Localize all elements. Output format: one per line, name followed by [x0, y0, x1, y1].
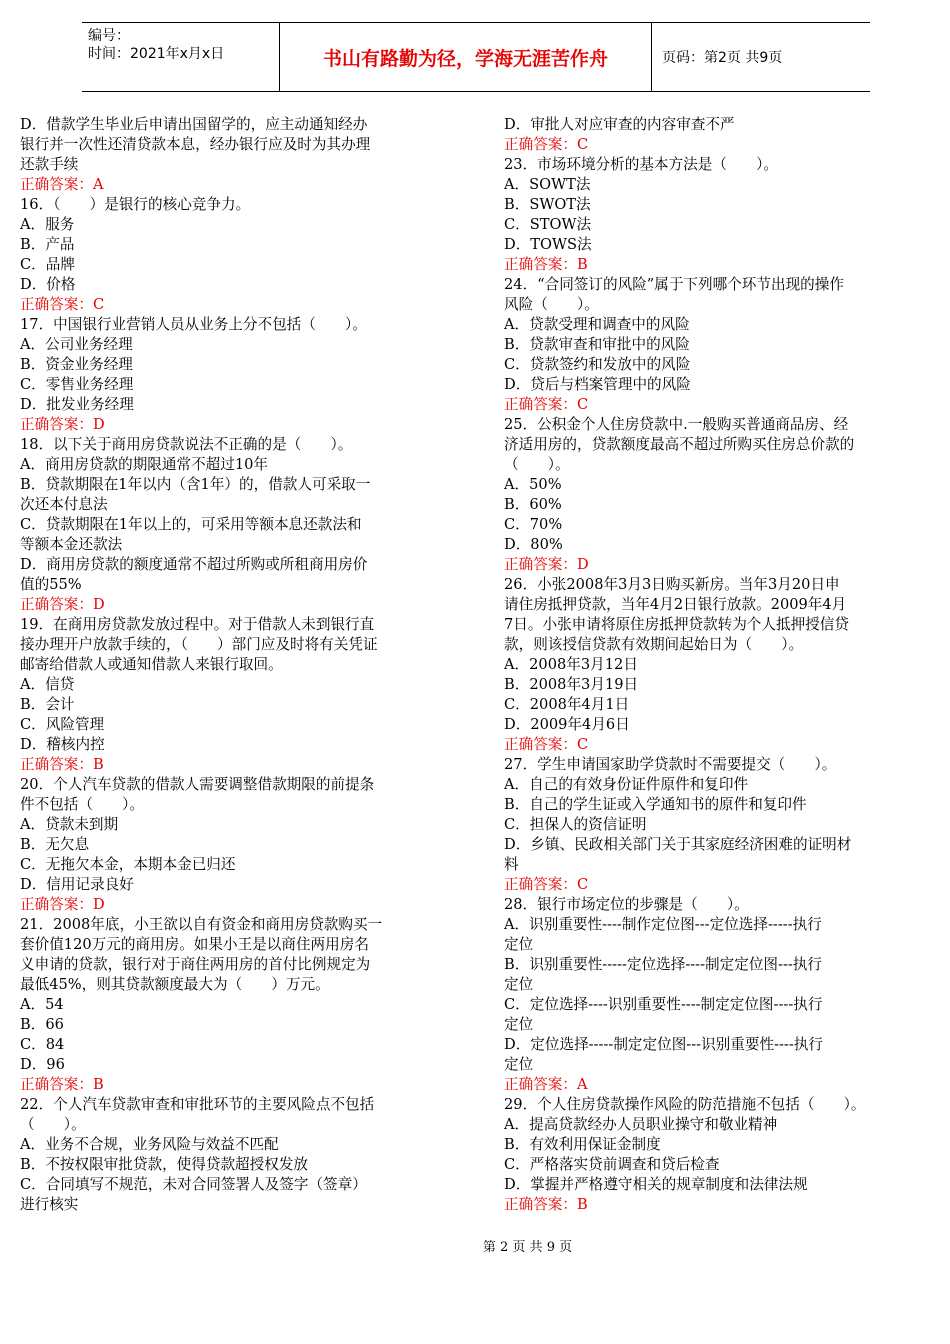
question-line: D．审批人对应审查的内容审查不严 — [504, 116, 735, 133]
question-line: C．84 — [20, 1036, 65, 1053]
page-footer — [0, 1236, 950, 1255]
question-line: D．掌握并严格遵守相关的规章制度和法律法规 — [504, 1176, 808, 1193]
question-line: C．贷款签约和发放中的风险 — [504, 356, 691, 373]
question-line: B．66 — [20, 1016, 64, 1033]
question-line: 22．个人汽车贷款审查和审批环节的主要风险点不包括 — [20, 1096, 375, 1113]
answer-line: 正确答案：C — [504, 736, 589, 753]
answer-line: 正确答案：D — [504, 556, 589, 573]
question-line: 21．2008年底，小王欲以自有资金和商用房贷款购买一 — [20, 916, 383, 933]
question-line: D．商用房贷款的额度通常不超过所购或所租商用房价 — [20, 556, 368, 573]
question-line: 16．（ ）是银行的核心竞争力。 — [20, 196, 251, 213]
question-line: C．定位选择----识别重要性----制定定位图----执行 — [504, 996, 823, 1013]
question-line: D．80% — [504, 536, 563, 553]
question-line: 银行并一次性还清贷款本息，经办银行应及时为其办理 — [20, 136, 371, 153]
question-line: （ ）。 — [20, 1116, 86, 1133]
question-line: A．商用房贷款的期限通常不超过10年 — [20, 456, 269, 473]
document-number-label: 编号： — [88, 28, 130, 44]
question-line: D．批发业务经理 — [20, 396, 134, 413]
question-line: C．STOW法 — [504, 216, 592, 233]
document-time-label: 时间：2021年x月x日 — [88, 46, 225, 62]
question-line: 18．以下关于商用房贷款说法不正确的是（ ）。 — [20, 436, 353, 453]
question-line: 次还本付息法 — [20, 496, 108, 513]
question-line: 17．中国银行业营销人员从业务上分不包括（ ）。 — [20, 316, 367, 333]
question-line: 请住房抵押贷款，当年4月2日银行放款。2009年4月 — [504, 596, 847, 613]
question-line: B．会计 — [20, 696, 75, 713]
question-line: B．60% — [504, 496, 562, 513]
question-line: 邮寄给借款人或通知借款人来银行取回。 — [20, 656, 283, 673]
question-line: A．贷款受理和调查中的风险 — [504, 316, 690, 333]
question-line: 定位 — [504, 936, 534, 953]
question-line: D．TOWS法 — [504, 236, 592, 253]
question-line: 等额本金还款法 — [20, 536, 123, 553]
question-line: D．贷后与档案管理中的风险 — [504, 376, 691, 393]
answer-line: 正确答案：C — [504, 396, 589, 413]
question-line: D．信用记录良好 — [20, 876, 134, 893]
question-line: B．资金业务经理 — [20, 356, 133, 373]
question-line: 定位 — [504, 1056, 534, 1073]
question-line: B．产品 — [20, 236, 75, 253]
question-line: C．贷款期限在1年以上的，可采用等额本息还款法和 — [20, 516, 362, 533]
question-line: 25．公积金个人住房贷款中.一般购买普通商品房、经 — [504, 416, 849, 433]
question-line: 26．小张2008年3月3日购买新房。当年3月20日申 — [504, 576, 840, 593]
question-line: A．服务 — [20, 216, 75, 233]
question-line: C．担保人的资信证明 — [504, 816, 647, 833]
question-line: A．信贷 — [20, 676, 75, 693]
question-line: A．SOWT法 — [504, 176, 591, 193]
question-line: 风险（ ）。 — [504, 296, 599, 313]
page-header — [82, 22, 870, 92]
answer-line: 正确答案：C — [20, 296, 105, 313]
question-line: A．识别重要性----制作定位图---定位选择-----执行 — [504, 916, 822, 933]
question-line: C．零售业务经理 — [20, 376, 134, 393]
question-line: C．品牌 — [20, 256, 75, 273]
question-line: B．不按权限审批贷款，使得贷款超授权发放 — [20, 1156, 309, 1173]
question-line: 19．在商用房贷款发放过程中。对于借款人未到银行直 — [20, 616, 375, 633]
question-line: 进行核实 — [20, 1196, 79, 1213]
right-column — [504, 115, 929, 1215]
question-line: 款，则该授信贷款有效期间起始日为（ ）。 — [504, 636, 804, 653]
answer-line: 正确答案：B — [504, 1196, 588, 1213]
question-line: 24．“合同签订的风险”属于下列哪个环节出现的操作 — [504, 276, 844, 293]
answer-line: 正确答案：D — [20, 896, 105, 913]
question-line: A．自己的有效身份证件原件和复印件 — [504, 776, 749, 793]
question-line: B．贷款期限在1年以内（含1年）的，借款人可采取一 — [20, 476, 371, 493]
question-line: 还款手续 — [20, 156, 79, 173]
question-line: D．定位选择-----制定定位图---识别重要性----执行 — [504, 1036, 823, 1053]
question-line: A．提高贷款经办人员职业操守和敬业精神 — [504, 1116, 778, 1133]
answer-line: 正确答案：B — [20, 756, 104, 773]
question-line: 接办理开户放款手续的，（ ）部门应及时将有关凭证 — [20, 636, 378, 653]
question-line: 济适用房的，贷款额度最高不超过所购买住房总价款的 — [504, 436, 855, 453]
question-line: D．借款学生毕业后申请出国留学的，应主动通知经办 — [20, 116, 368, 133]
question-line: 件不包括（ ）。 — [20, 796, 145, 813]
question-line: B．2008年3月19日 — [504, 676, 639, 693]
question-line: 23．市场环境分析的基本方法是（ ）。 — [504, 156, 778, 173]
header-page-label: 页码：第2页 共9页 — [662, 50, 783, 66]
question-line: （ ）。 — [504, 456, 570, 473]
question-line: C．风险管理 — [20, 716, 105, 733]
question-line: 料 — [504, 856, 519, 873]
question-line: C．严格落实贷前调查和贷后检查 — [504, 1156, 720, 1173]
question-line: 20．个人汽车贷款的借款人需要调整借款期限的前提条 — [20, 776, 375, 793]
left-column — [20, 115, 445, 1215]
question-line: A．2008年3月12日 — [504, 656, 638, 673]
question-line: B．SWOT法 — [504, 196, 591, 213]
answer-line: 正确答案：D — [20, 596, 105, 613]
question-line: B．贷款审查和审批中的风险 — [504, 336, 690, 353]
question-line: A．公司业务经理 — [20, 336, 133, 353]
question-line: A．贷款未到期 — [20, 816, 119, 833]
question-line: C．无拖欠本金，本期本金已归还 — [20, 856, 236, 873]
question-line: A．54 — [20, 996, 64, 1013]
question-line: C．2008年4月1日 — [504, 696, 630, 713]
answer-line: 正确答案：A — [20, 176, 104, 193]
answer-line: 正确答案：D — [20, 416, 105, 433]
question-line: 义申请的贷款，银行对于商住两用房的首付比例规定为 — [20, 956, 371, 973]
question-line: B．识别重要性-----定位选择----制定定位图---执行 — [504, 956, 822, 973]
answer-line: 正确答案：B — [504, 256, 588, 273]
question-line: A．50% — [504, 476, 562, 493]
question-line: D．价格 — [20, 276, 76, 293]
question-line: B．无欠息 — [20, 836, 90, 853]
question-line: 27．学生申请国家助学贷款时不需要提交（ ）。 — [504, 756, 837, 773]
question-line: D．96 — [20, 1056, 65, 1073]
header-motto: 书山有路勤为径，学海无涯苦作舟 — [280, 23, 652, 91]
question-line: D．2009年4月6日 — [504, 716, 630, 733]
question-line: 28．银行市场定位的步骤是（ ）。 — [504, 896, 749, 913]
question-line: A．业务不合规，业务风险与效益不匹配 — [20, 1136, 279, 1153]
question-line: 定位 — [504, 976, 534, 993]
answer-line: 正确答案：C — [504, 876, 589, 893]
question-line: 29．个人住房贷款操作风险的防范措施不包括（ ）。 — [504, 1096, 866, 1113]
question-line: D．乡镇、民政相关部门关于其家庭经济困难的证明材 — [504, 836, 852, 853]
question-line: 7日。小张申请将原住房抵押贷款转为个人抵押授信贷 — [504, 616, 849, 633]
question-line: B．有效利用保证金制度 — [504, 1136, 661, 1153]
footer-page-number: 第 2 页 共 9 页 — [482, 1240, 573, 1255]
question-line: C．70% — [504, 516, 563, 533]
header-info-cell — [82, 23, 280, 91]
question-line: 值的55% — [20, 576, 82, 593]
question-line: 定位 — [504, 1016, 534, 1033]
question-line: C．合同填写不规范，未对合同签署人及签字（签章） — [20, 1176, 367, 1193]
question-line: D．稽核内控 — [20, 736, 105, 753]
question-line: 套价值120万元的商用房。如果小王是以商住两用房名 — [20, 936, 369, 953]
answer-line: 正确答案：C — [504, 136, 589, 153]
answer-line: 正确答案：B — [20, 1076, 104, 1093]
question-line: 最低45%，则其贷款额度最大为（ ）万元。 — [20, 976, 330, 993]
answer-line: 正确答案：A — [504, 1076, 588, 1093]
question-line: B．自己的学生证或入学通知书的原件和复印件 — [504, 796, 807, 813]
